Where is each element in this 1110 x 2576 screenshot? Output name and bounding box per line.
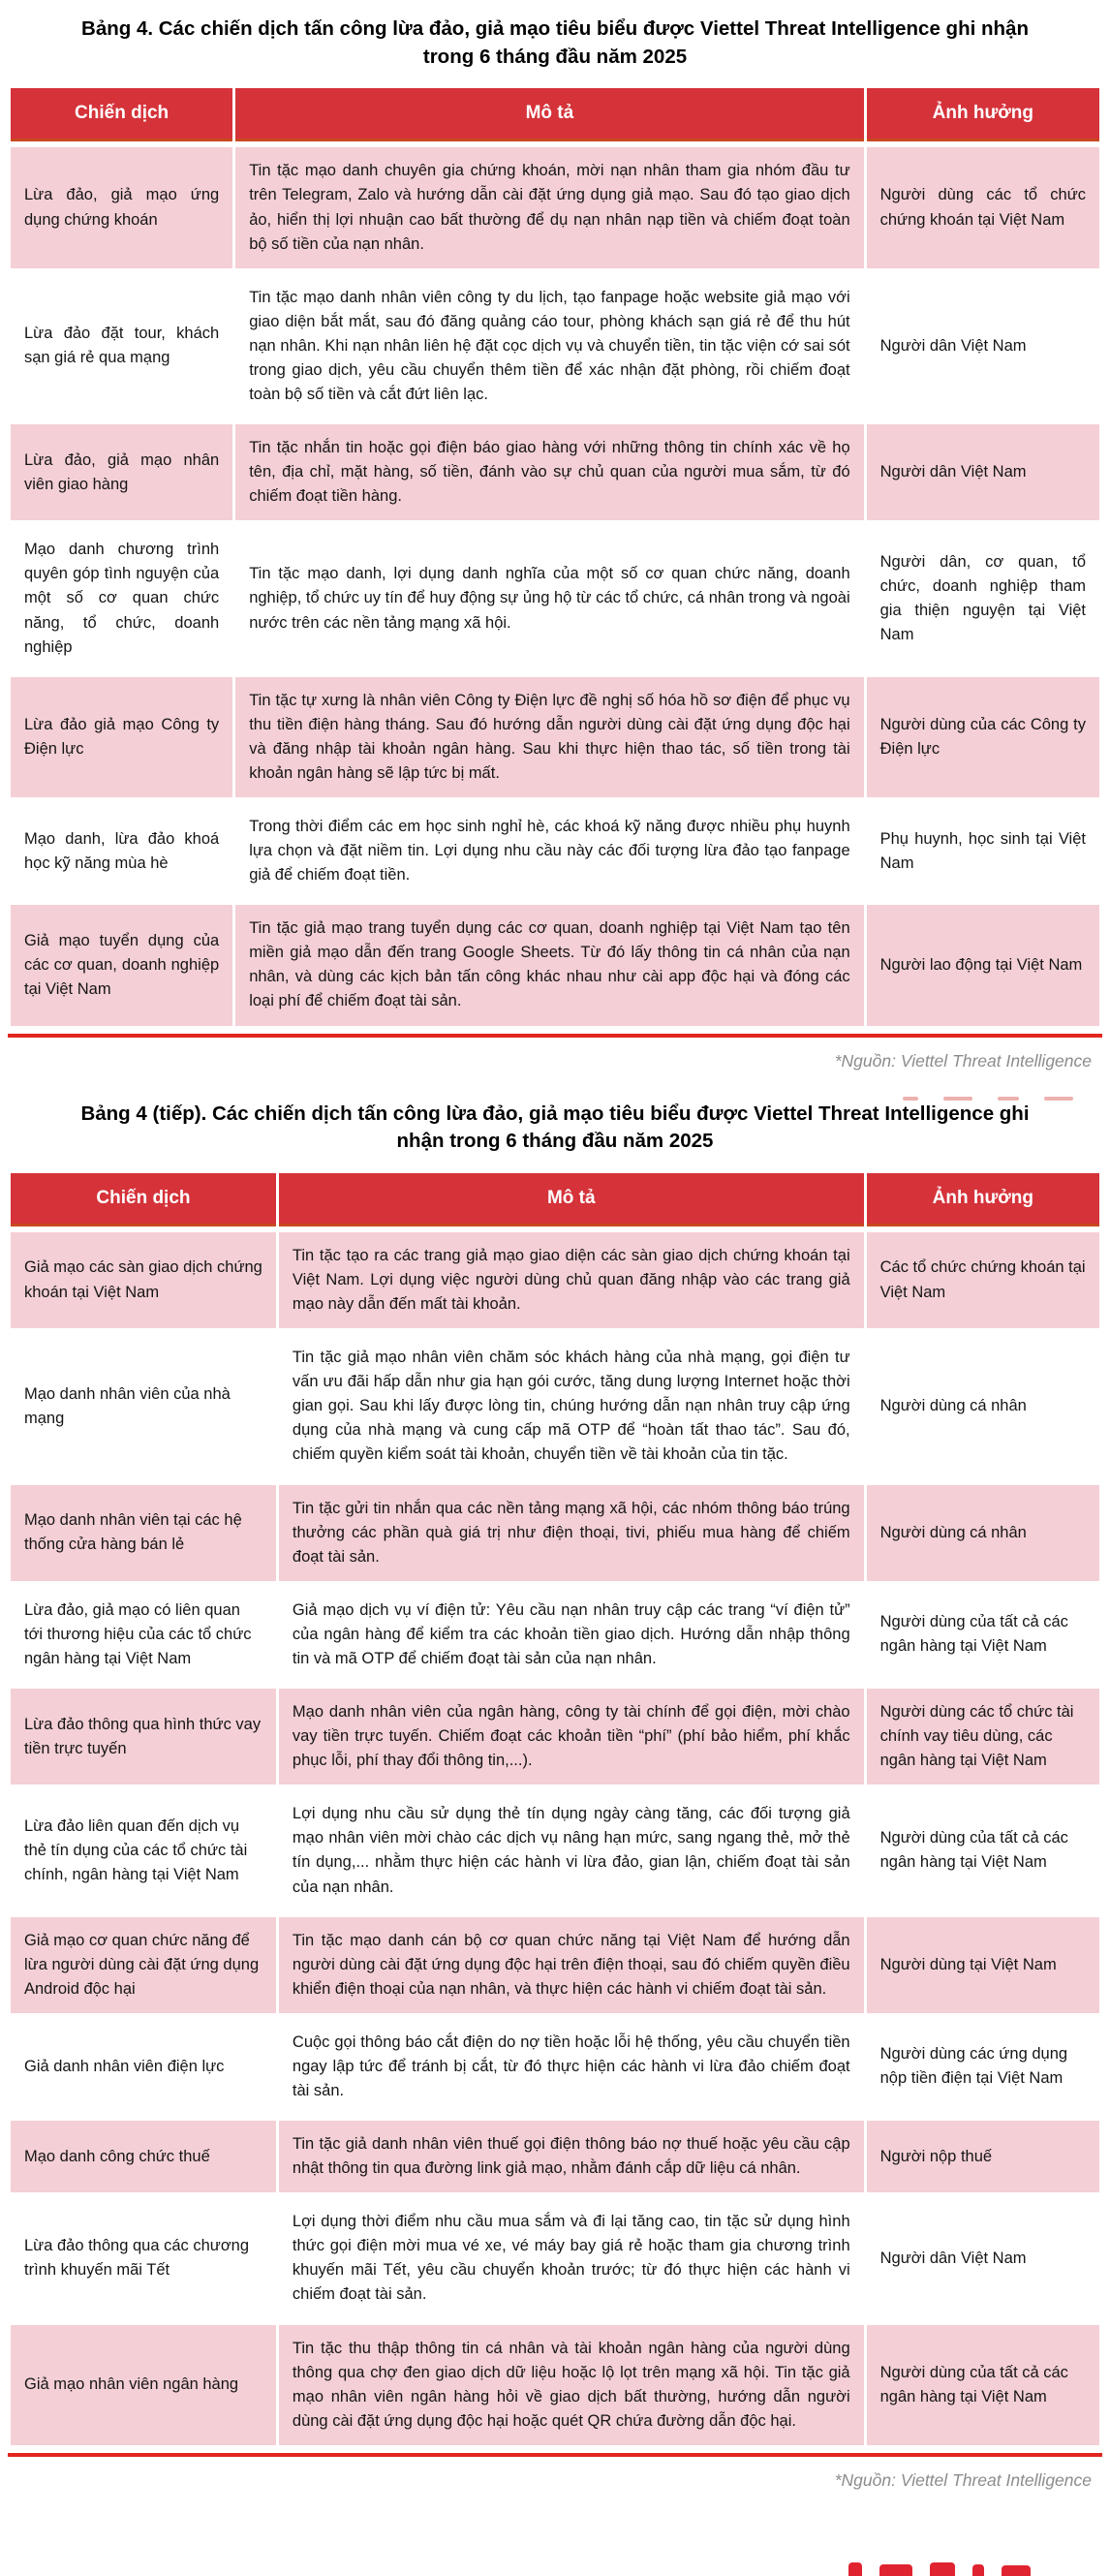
table-row [11,1790,1099,1910]
impact-cell: Người dùng của tất cả các ngân hàng tại Việt Nam [867,2325,1099,2445]
description-cell: Cuộc gọi thông báo cắt điện do nợ tiền hoặc lỗi hệ thống, yêu cầu chuyển tiền ngay lập tức để tránh bị cắt, từ đó thực hiện các hành vi lừa đảo chiếm đoạt tài sản. [279,2019,864,2115]
description-cell: Mạo danh nhân viên của ngân hàng, công ty tài chính để gọi điện, mời chào vay tiền trực tuyến. Chiếm đoạt các khoản tiền “phí” (phí bảo hiểm, phí khắc phục lỗi, phí thay đổi thông tin,...). [279,1689,864,1785]
impact-cell: Người dùng các ứng dụng nộp tiền điện tại Việt Nam [867,2019,1099,2115]
description-cell: Tin tặc mạo danh cán bộ cơ quan chức năng tại Việt Nam để hướng dẫn người dùng cài đặt ứng dụng độc hại trên điện thoại, sau đó chiếm quyền điều khiển điện thoại của nạn nhân, và thực hiện các hành vi chiếm đoạt tài sản. [279,1917,864,2013]
campaign-cell: Mạo danh, lừa đảo khoá học kỹ năng mùa hè [11,803,232,899]
impact-cell: Phụ huynh, học sinh tại Việt Nam [867,803,1099,899]
table-row [11,526,1099,670]
campaign-cell: Mạo danh công chức thuế [11,2121,276,2192]
campaign-cell: Lừa đảo thông qua hình thức vay tiền trực tuyến [11,1689,276,1785]
impact-cell: Người dùng cá nhân [867,1334,1099,1478]
impact-cell: Người dân Việt Nam [867,424,1099,520]
campaign-cell: Giả mạo cơ quan chức năng để lừa người dùng cài đặt ứng dụng Android độc hại [11,1917,276,2013]
table-row [11,803,1099,899]
table-2 [8,1167,1102,2451]
impact-cell: Người dân Việt Nam [867,2198,1099,2318]
table-row [11,424,1099,520]
campaign-cell: Giả danh nhân viên điện lực [11,2019,276,2115]
table-row [11,1232,1099,1328]
table-2-title: Bảng 4 (tiếp). Các chiến dịch tấn công lừa đảo, giả mạo tiêu biểu được Viettel Threat Intelligence ghi nhận trong 6 tháng đầu năm 2025 [80,1102,1030,1153]
table-2-source: *Nguồn: Viettel Threat Intelligence [834,2469,1092,2490]
impact-cell: Người dùng của tất cả các ngân hàng tại Việt Nam [867,1790,1099,1910]
table-row [11,2121,1099,2192]
campaign-cell: Mạo danh chương trình quyên góp tình nguyện của một số cơ quan chức năng, tổ chức, doanh nghiệp [11,526,232,670]
table-row [11,1917,1099,2013]
description-cell: Tin tặc mạo danh, lợi dụng danh nghĩa của một số cơ quan chức năng, doanh nghiệp, tổ chức uy tín để huy động sự ủng hộ từ các tổ chức, cá nhân trong và ngoài nước trên các nền tảng mạng xã hội. [235,526,863,670]
table-row [11,2019,1099,2115]
table-row [11,147,1099,267]
impact-cell: Người lao động tại Việt Nam [867,905,1099,1025]
description-cell: Trong thời điểm các em học sinh nghỉ hè, các khoá kỹ năng được nhiều phụ huynh lựa chọn và đặt niềm tin. Lợi dụng nhu cầu này các đối tượng lừa đảo tạo fanpage giả để chiếm đoạt tiền. [235,803,863,899]
table-row [11,1485,1099,1581]
table-1-title: Bảng 4. Các chiến dịch tấn công lừa đảo, giả mạo tiêu biểu được Viettel Threat Intelligence ghi nhận trong 6 tháng đầu năm 2025 [81,17,1029,68]
campaign-cell: Giả mạo nhân viên ngân hàng [11,2325,276,2445]
campaign-cell: Lừa đảo giả mạo Công ty Điện lực [11,677,232,797]
impact-cell: Người dân Việt Nam [867,274,1099,419]
description-cell: Tin tặc thu thập thông tin cá nhân và tài khoản ngân hàng của người dùng thông qua chợ đen giao dịch dữ liệu hoặc lộ lọt trên mạng xã hội. Tin tặc giả mạo nhân viên ngân hàng hỏi về giao dịch bất thường, hướng dẫn người dùng cài đặt ứng dụng độc hại hoặc quét QR chứa đường dẫn độc hại. [279,2325,864,2445]
table-section-2 [0,1101,1110,2491]
impact-cell: Người dùng các tổ chức tài chính vay tiêu dùng, các ngân hàng tại Việt Nam [867,1689,1099,1785]
description-cell: Tin tặc gửi tin nhắn qua các nền tảng mạng xã hội, các nhóm thông báo trúng thưởng các phần quà giá trị như điện thoại, tivi, phiếu mua hàng để chiếm đoạt tài sản. [279,1485,864,1581]
impact-cell: Người dùng tại Việt Nam [867,1917,1099,2013]
impact-cell: Người dân, cơ quan, tổ chức, doanh nghiệp tham gia thiện nguyện tại Việt Nam [867,526,1099,670]
campaign-cell: Mạo danh nhân viên của nhà mạng [11,1334,276,1478]
campaign-cell: Lừa đảo thông qua các chương trình khuyến mãi Tết [11,2198,276,2318]
description-cell: Giả mạo dịch vụ ví điện tử: Yêu cầu nạn nhân truy cập các trang “ví điện tử” của ngân hàng để kiểm tra các khoản tiền giao dịch. Hướng dẫn nhập thông tin và mã OTP để chiếm đoạt tài sản của nạn nhân. [279,1587,864,1683]
table-1-bottom-rule [8,1034,1102,1038]
campaign-cell: Lừa đảo, giả mạo ứng dụng chứng khoán [11,147,232,267]
campaign-cell: Lừa đảo, giả mạo nhân viên giao hàng [11,424,232,520]
table-row [11,1334,1099,1478]
column-header-description: Mô tả [279,1173,864,1226]
description-cell: Lợi dụng thời điểm nhu cầu mua sắm và đi lại tăng cao, tin tặc sử dụng hình thức gọi điện mời mua vé xe, vé máy bay giá rẻ hoặc tham gia chương trình khuyến mãi Tết, yêu cầu chuyển khoản trước; từ đó thực hiện các hành vi chiếm đoạt tài sản. [279,2198,864,2318]
campaign-cell: Lừa đảo đặt tour, khách sạn giá rẻ qua mạng [11,274,232,419]
column-header-description: Mô tả [235,88,863,141]
report-page [0,16,1110,2570]
description-cell: Lợi dụng nhu cầu sử dụng thẻ tín dụng ngày càng tăng, các đối tượng giả mạo nhân viên mời chào các dịch vụ nâng hạn mức, sang ngang thẻ, mở thẻ tín dụng,... nhằm thực hiện các hành vi lừa đảo, gian lận, chiếm đoạt tài sản của nạn nhân. [279,1790,864,1910]
description-cell: Tin tặc mạo danh chuyên gia chứng khoán, mời nạn nhân tham gia nhóm đầu tư trên Telegram, Zalo và hướng dẫn cài đặt ứng dụng giả mạo. Sau đó tạo giao dịch ảo, hiển thị lợi nhuận cao bất thường để dụ nạn nhân nạp tiền và chiếm đoạt toàn bộ số tiền của nạn nhân. [235,147,863,267]
description-cell: Tin tặc giả mạo trang tuyển dụng các cơ quan, doanh nghiệp tại Việt Nam tạo tên miền giả mạo dẫn đến trang Google Sheets. Từ đó lấy thông tin cá nhân của nạn nhân, và dùng các kịch bản tấn công khác nhau như cài app độc hại và đóng các loại phí để chiếm đoạt tài sản. [235,905,863,1025]
impact-cell: Người dùng của tất cả các ngân hàng tại Việt Nam [867,1587,1099,1683]
table-row [11,677,1099,797]
table-section-1 [0,16,1110,1071]
table-1-source: *Nguồn: Viettel Threat Intelligence [834,1050,1092,1071]
partial-watermark-marks [903,1097,1073,1101]
table-2-header-row [11,1173,1099,1226]
table-row [11,905,1099,1025]
table-1 [8,82,1102,1031]
campaign-cell: Mạo danh nhân viên tại các hệ thống cửa hàng bán lẻ [11,1485,276,1581]
table-row [11,1587,1099,1683]
impact-cell: Các tổ chức chứng khoán tại Việt Nam [867,1232,1099,1328]
description-cell: Tin tặc tạo ra các trang giả mạo giao diện các sàn giao dịch chứng khoán tại Việt Nam. Lợi dụng việc người dùng chủ quan đăng nhập vào các trang giả mạo này dẫn đến mất tài khoản. [279,1232,864,1328]
campaign-cell: Giả mạo các sàn giao dịch chứng khoán tại Việt Nam [11,1232,276,1328]
table-2-bottom-rule [8,2453,1102,2457]
description-cell: Tin tặc tự xưng là nhân viên Công ty Điện lực đề nghị số hóa hồ sơ điện để phục vụ thu tiền điện hàng tháng. Sau đó hướng dẫn người dùng cài đặt ứng dụng độc hại và đăng nhập tài khoản ngân hàng. Sau khi thực hiện thao tác, số tiền trong tài khoản ngân hàng sẽ lập tức bị mất. [235,677,863,797]
description-cell: Tin tặc mạo danh nhân viên công ty du lịch, tạo fanpage hoặc website giả mạo với giao diện bắt mắt, sau đó đăng quảng cáo tour, phòng khách sạn giá rẻ để thu hút nạn nhân. Khi nạn nhân liên hệ đặt cọc dịch vụ và chuyển tiền, tin tặc viện cớ sai sót trong giao dịch, yêu cầu chuyển thêm tiền để xác nhận đặt phòng, rồi chiếm đoạt toàn bộ số tiền và cắt đứt liên lạc. [235,274,863,419]
campaign-cell: Lừa đảo, giả mạo có liên quan tới thương hiệu của các tổ chức ngân hàng tại Việt Nam [11,1587,276,1683]
description-cell: Tin tặc giả danh nhân viên thuế gọi điện thông báo nợ thuế hoặc yêu cầu cập nhật thông tin qua đường link giả mạo, nhằm đánh cắp dữ liệu cá nhân. [279,2121,864,2192]
impact-cell: Người dùng của các Công ty Điện lực [867,677,1099,797]
campaign-cell: Giả mạo tuyển dụng của các cơ quan, doanh nghiệp tại Việt Nam [11,905,232,1025]
column-header-impact: Ảnh hưởng [867,1173,1099,1226]
impact-cell: Người nộp thuế [867,2121,1099,2192]
table-row [11,2325,1099,2445]
table-row [11,2198,1099,2318]
campaign-cell: Lừa đảo liên quan đến dịch vụ thẻ tín dụng của các tổ chức tài chính, ngân hàng tại Việt Nam [11,1790,276,1910]
column-header-campaign: Chiến dịch [11,1173,276,1226]
impact-cell: Người dùng các tổ chức chứng khoán tại Việt Nam [867,147,1099,267]
impact-cell: Người dùng cá nhân [867,1485,1099,1581]
column-header-impact: Ảnh hưởng [867,88,1099,141]
table-1-header-row [11,88,1099,141]
description-cell: Tin tặc nhắn tin hoặc gọi điện báo giao hàng với những thông tin chính xác về họ tên, địa chỉ, mặt hàng, số tiền, đánh vào sự chủ quan của người mua sắm, từ đó chiếm đoạt tiền hàng. [235,424,863,520]
table-row [11,1689,1099,1785]
table-row [11,274,1099,419]
cropped-viettel-logo [848,2562,1031,2576]
column-header-campaign: Chiến dịch [11,88,232,141]
description-cell: Tin tặc giả mạo nhân viên chăm sóc khách hàng của nhà mạng, gọi điện tư vấn ưu đãi hấp dẫn như gia hạn gói cước, tăng dung lượng Internet hoặc thời gian gọi. Sau khi lấy được lòng tin, chúng hướng dẫn nạn nhân truy cập ứng dụng của nhà mạng và cung cấp mã OTP để “hoàn tất thao tác”. Sau đó, chiếm quyền kiểm soát tài khoản, chuyển tiền về tài khoản của tin tặc. [279,1334,864,1478]
